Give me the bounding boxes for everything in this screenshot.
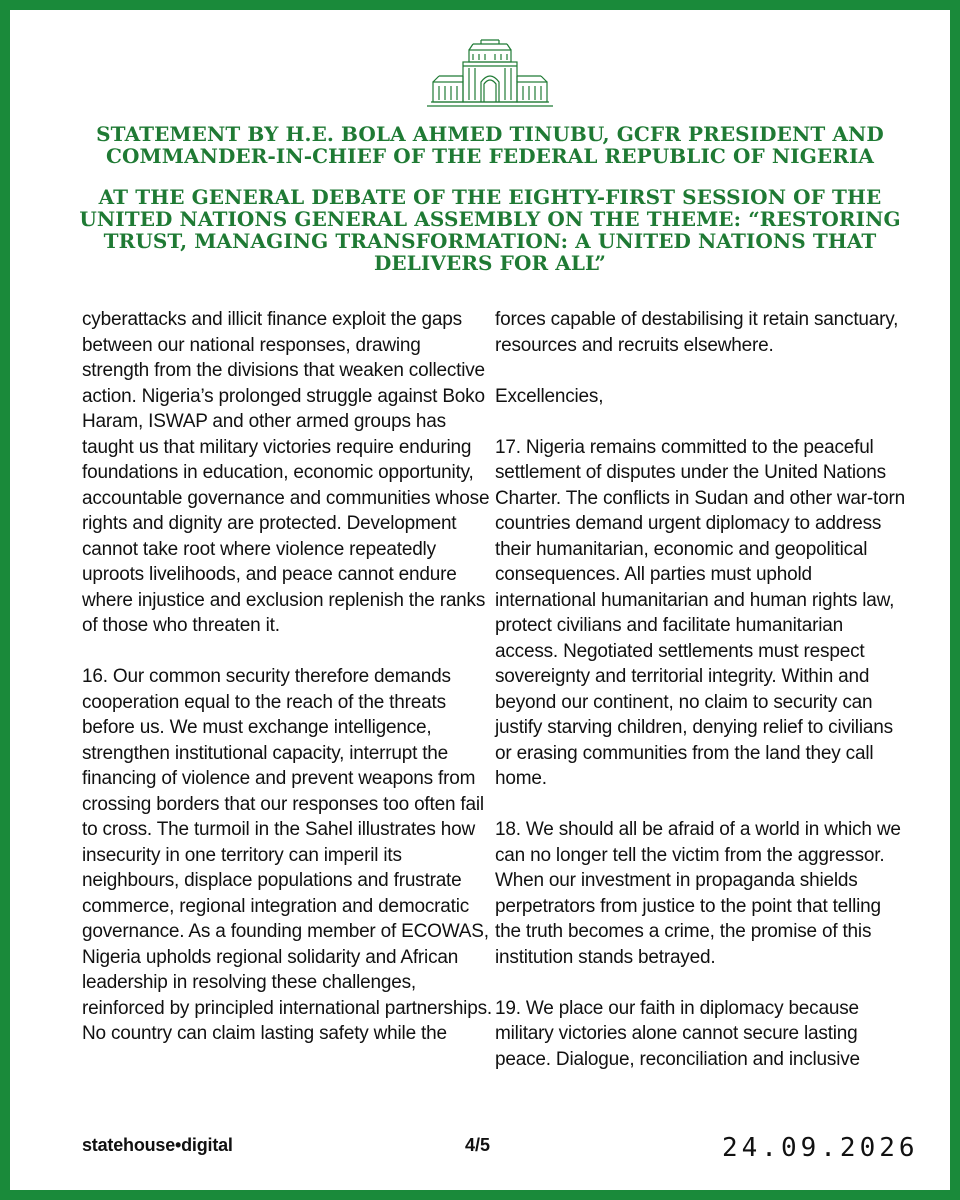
- page-frame: [10, 10, 950, 1190]
- paragraph: 19. We place our faith in diplomacy because military victories alone cannot secure lasting peace. Dialogue, reconciliation and inclusive: [495, 997, 860, 1070]
- brand-label: statehouse•digital: [82, 1135, 233, 1155]
- paragraph: forces capable of destabilising it retain sanctuary, resources and recruits elsewhere.: [495, 309, 899, 356]
- paragraph: 16. Our common security therefore demands cooperation equal to the reach of the threats before us. We must exchange intelligence, strengthen institutional capacity, interrupt the financing of violence and prevent weapons from crossing borders that our responses too often fail to cross. The turmoil in the Sahel illustrates how insecurity in one territory can imperil its neighbours, displace populations and frustrate commerce, regional integration and democratic governance. As a founding member of ECOWAS, Nigeria upholds regional solidarity and African leadership in resolving these challenges, reinforced by principled international partnerships. No country can claim lasting safety while the: [82, 666, 492, 1044]
- paragraph: cyberattacks and illicit finance exploit the gaps between our national responses, drawing strength from the divisions that weaken collective action. Nigeria’s prolonged struggle against Boko Haram, ISWAP and other armed groups has taught us that military victories require enduring foundations in education, economic opportunity, accountable governance and communities whose rights and dignity are protected. Development cannot take root where violence repeatedly uproots livelihoods, and peace cannot endure where injustice and exclusion replenish the ranks of those who threaten it.: [82, 309, 490, 636]
- salutation: Excellencies,: [495, 385, 604, 407]
- page-number: 4/5: [465, 1135, 491, 1155]
- paragraph: 17. Nigeria remains committed to the peaceful settlement of disputes under the United Nations Charter. The conflicts in Sudan and other war-torn countries demand urgent diplomacy to address their humanitarian, economic and geopolitical consequences. All parties must uphold international humanitarian and human rights law, protect civilians and facilitate humanitarian access. Negotiated settlements must respect sovereignty and territorial integrity. Within and beyond our continent, no claim to security can justify starving children, denying relief to civilians or erasing communities from the land they call home.: [495, 436, 905, 789]
- statement-subtitle: AT THE GENERAL DEBATE OF THE EIGHTY-FIRST SESSION OF THE UNITED NATIONS GENERAL ASSEMBLY ON THE THEME: “RESTORING TRUST, MANAGING TRANSFORMATION: A UNITED NATIONS THAT DELIVERS FOR ALL”: [79, 185, 901, 275]
- state-house-building-icon: [425, 38, 555, 110]
- left-column: [82, 307, 492, 1047]
- statement-title: STATEMENT BY H.E. BOLA AHMED TINUBU, GCFR PRESIDENT AND COMMANDER-IN-CHIEF OF THE FEDERAL REPUBLIC OF NIGERIA: [96, 122, 884, 168]
- statement-date: 24.09.2026: [722, 1133, 919, 1163]
- right-column: [495, 307, 905, 1072]
- paragraph: 18. We should all be afraid of a world in which we can no longer tell the victim from the aggressor. When our investment in propaganda shields perpetrators from justice to the point that telling the truth becomes a crime, the promise of this institution stands betrayed.: [495, 819, 901, 968]
